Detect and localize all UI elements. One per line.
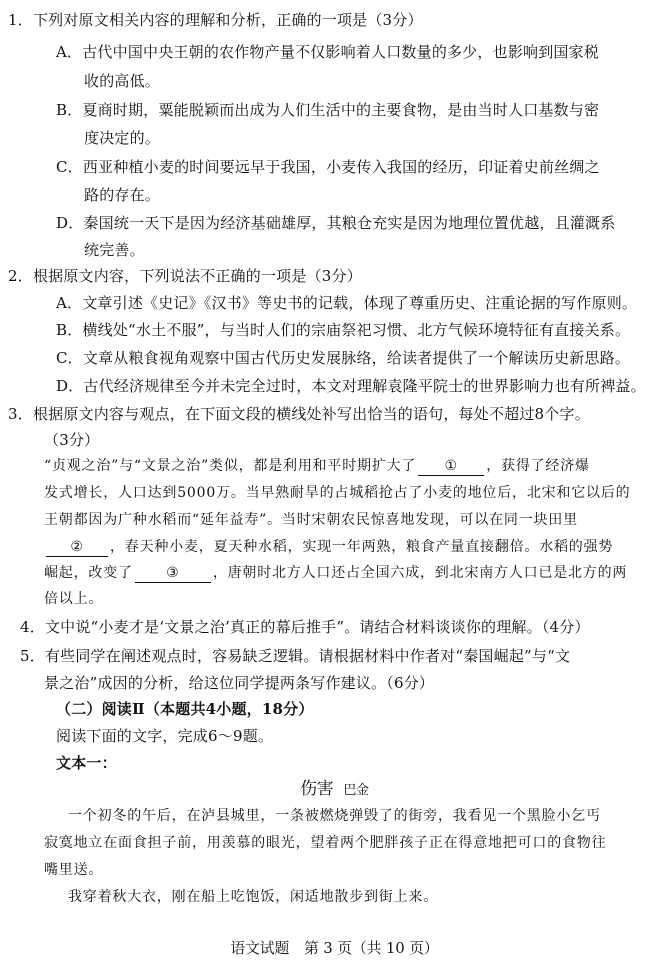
q1-option-a-cont: 收的高低。 [84, 72, 161, 90]
q3-passage-line-1 [44, 456, 590, 476]
story-paragraph-1-end: 嘴里送。 [44, 862, 104, 878]
story-title: 伤害 [300, 778, 334, 798]
q2-option-b: B．横线处“水土不服”，与当时人们的宗庙祭祀习惯、北方气候环境特征有直接关系。 [56, 321, 631, 339]
q3-passage-text: ，春天种小麦，夏天种水稻，实现一年两熟，粮食产量直接翻倍。水稻的强势 [110, 539, 614, 555]
q2-option-d: D．古代经济规律至今并未完全过时，本文对理解袁隆平院士的世界影响力也有所裨益。 [56, 377, 646, 395]
q1-stem: 1．下列对原文相关内容的理解和分析，正确的一项是（3分） [8, 11, 423, 29]
q3-passage-line-4 [44, 537, 613, 557]
q3-passage-line-2: 发式增长，人口达到5000万。当早熟耐旱的占城稻抢占了小麦的地位后，北宋和它以后的 [44, 485, 631, 501]
q1-option-c: C．西亚种植小麦的时间要远早于我国，小麦传入我国的经历，印证着史前丝绸之 [56, 158, 600, 176]
page-footer: 语文试题 第 3 页（共 10 页） [230, 939, 439, 957]
section-heading: （二）阅读Ⅱ（本题共4小题，18分） [56, 700, 314, 718]
q2-stem: 2．根据原文内容，下列说法不正确的一项是（3分） [8, 267, 362, 285]
story-title-line [0, 778, 669, 801]
story-paragraph-1-cont: 寂寞地立在面食担子前，用羡慕的眼光，望着两个肥胖孩子正在得意地把可口的食物往 [44, 835, 607, 851]
q3-passage-text: 崛起，改变了 [44, 565, 133, 581]
story-author: 巴金 [343, 783, 369, 798]
q3-passage-text: ，唐朝时北方人口还占全国六成，到北宋南方人口已是北方的两 [212, 565, 628, 581]
q1-option-d-cont: 统完善。 [84, 241, 145, 259]
q1-option-b: B．夏商时期，粟能脱颖而出成为人们生活中的主要食物，是由当时人口基数与密 [56, 101, 600, 119]
q2-option-a: A．文章引述《史记》《汉书》等史书的记载，体现了尊重历史、注重论据的写作原则。 [56, 294, 638, 312]
q1-option-c-cont: 路的存在。 [84, 186, 161, 204]
q3-passage-line-6: 倍以上。 [44, 591, 104, 607]
q4-stem: 4．文中说“小麦才是‘文景之治’真正的幕后推手”。请结合材料谈谈你的理解。（4分） [20, 618, 590, 636]
q3-passage-text: “贞观之治”与“文景之治”类似，都是利用和平时期扩大了 [44, 458, 417, 474]
q3-passage-text: ，获得了经济爆 [486, 458, 590, 474]
text-one-label: 文本一： [56, 754, 117, 772]
q1-option-b-cont: 度决定的。 [84, 129, 161, 147]
answer-blank-1[interactable]: ① [418, 457, 484, 476]
section-instruction: 阅读下面的文字，完成6～9题。 [56, 727, 274, 745]
q2-option-c: C．文章从粮食视角观察中国古代历史发展脉络，给读者提供了一个解读历史新思路。 [56, 349, 631, 367]
answer-blank-3[interactable]: ③ [135, 564, 211, 583]
q5-stem: 5．有些同学在阐述观点时，容易缺乏逻辑。请根据材料中作者对“秦国崛起”与“文 [20, 647, 571, 665]
q3-stem: 3．根据原文内容与观点，在下面文段的横线处补写出恰当的语句，每处不超过8个字。 [8, 405, 590, 423]
story-paragraph-1: 一个初冬的午后，在泸县城里，一条被燃烧弹毁了的街旁，我看见一个黑脸小乞丐 [68, 808, 601, 824]
q1-option-d: D．秦国统一天下是因为经济基础雄厚，其粮仓充实是因为地理位置优越，且灌溉系 [56, 214, 616, 232]
q3-score: （3分） [44, 431, 100, 449]
q5-stem-cont: 景之治”成因的分析，给这位同学提两条写作建议。（6分） [44, 674, 435, 692]
q3-passage-line-5 [44, 563, 627, 583]
q3-passage-line-3: 王朝都因为广种水稻而“延年益寿”。当时宋朝农民惊喜地发现，可以在同一块田里 [44, 512, 578, 528]
story-paragraph-2: 我穿着秋大衣，刚在船上吃饱饭，闲适地散步到街上来。 [68, 889, 438, 905]
q1-option-a: A．古代中国中央王朝的农作物产量不仅影响着人口数量的多少，也影响到国家税 [56, 43, 600, 61]
answer-blank-2[interactable]: ② [46, 538, 108, 557]
